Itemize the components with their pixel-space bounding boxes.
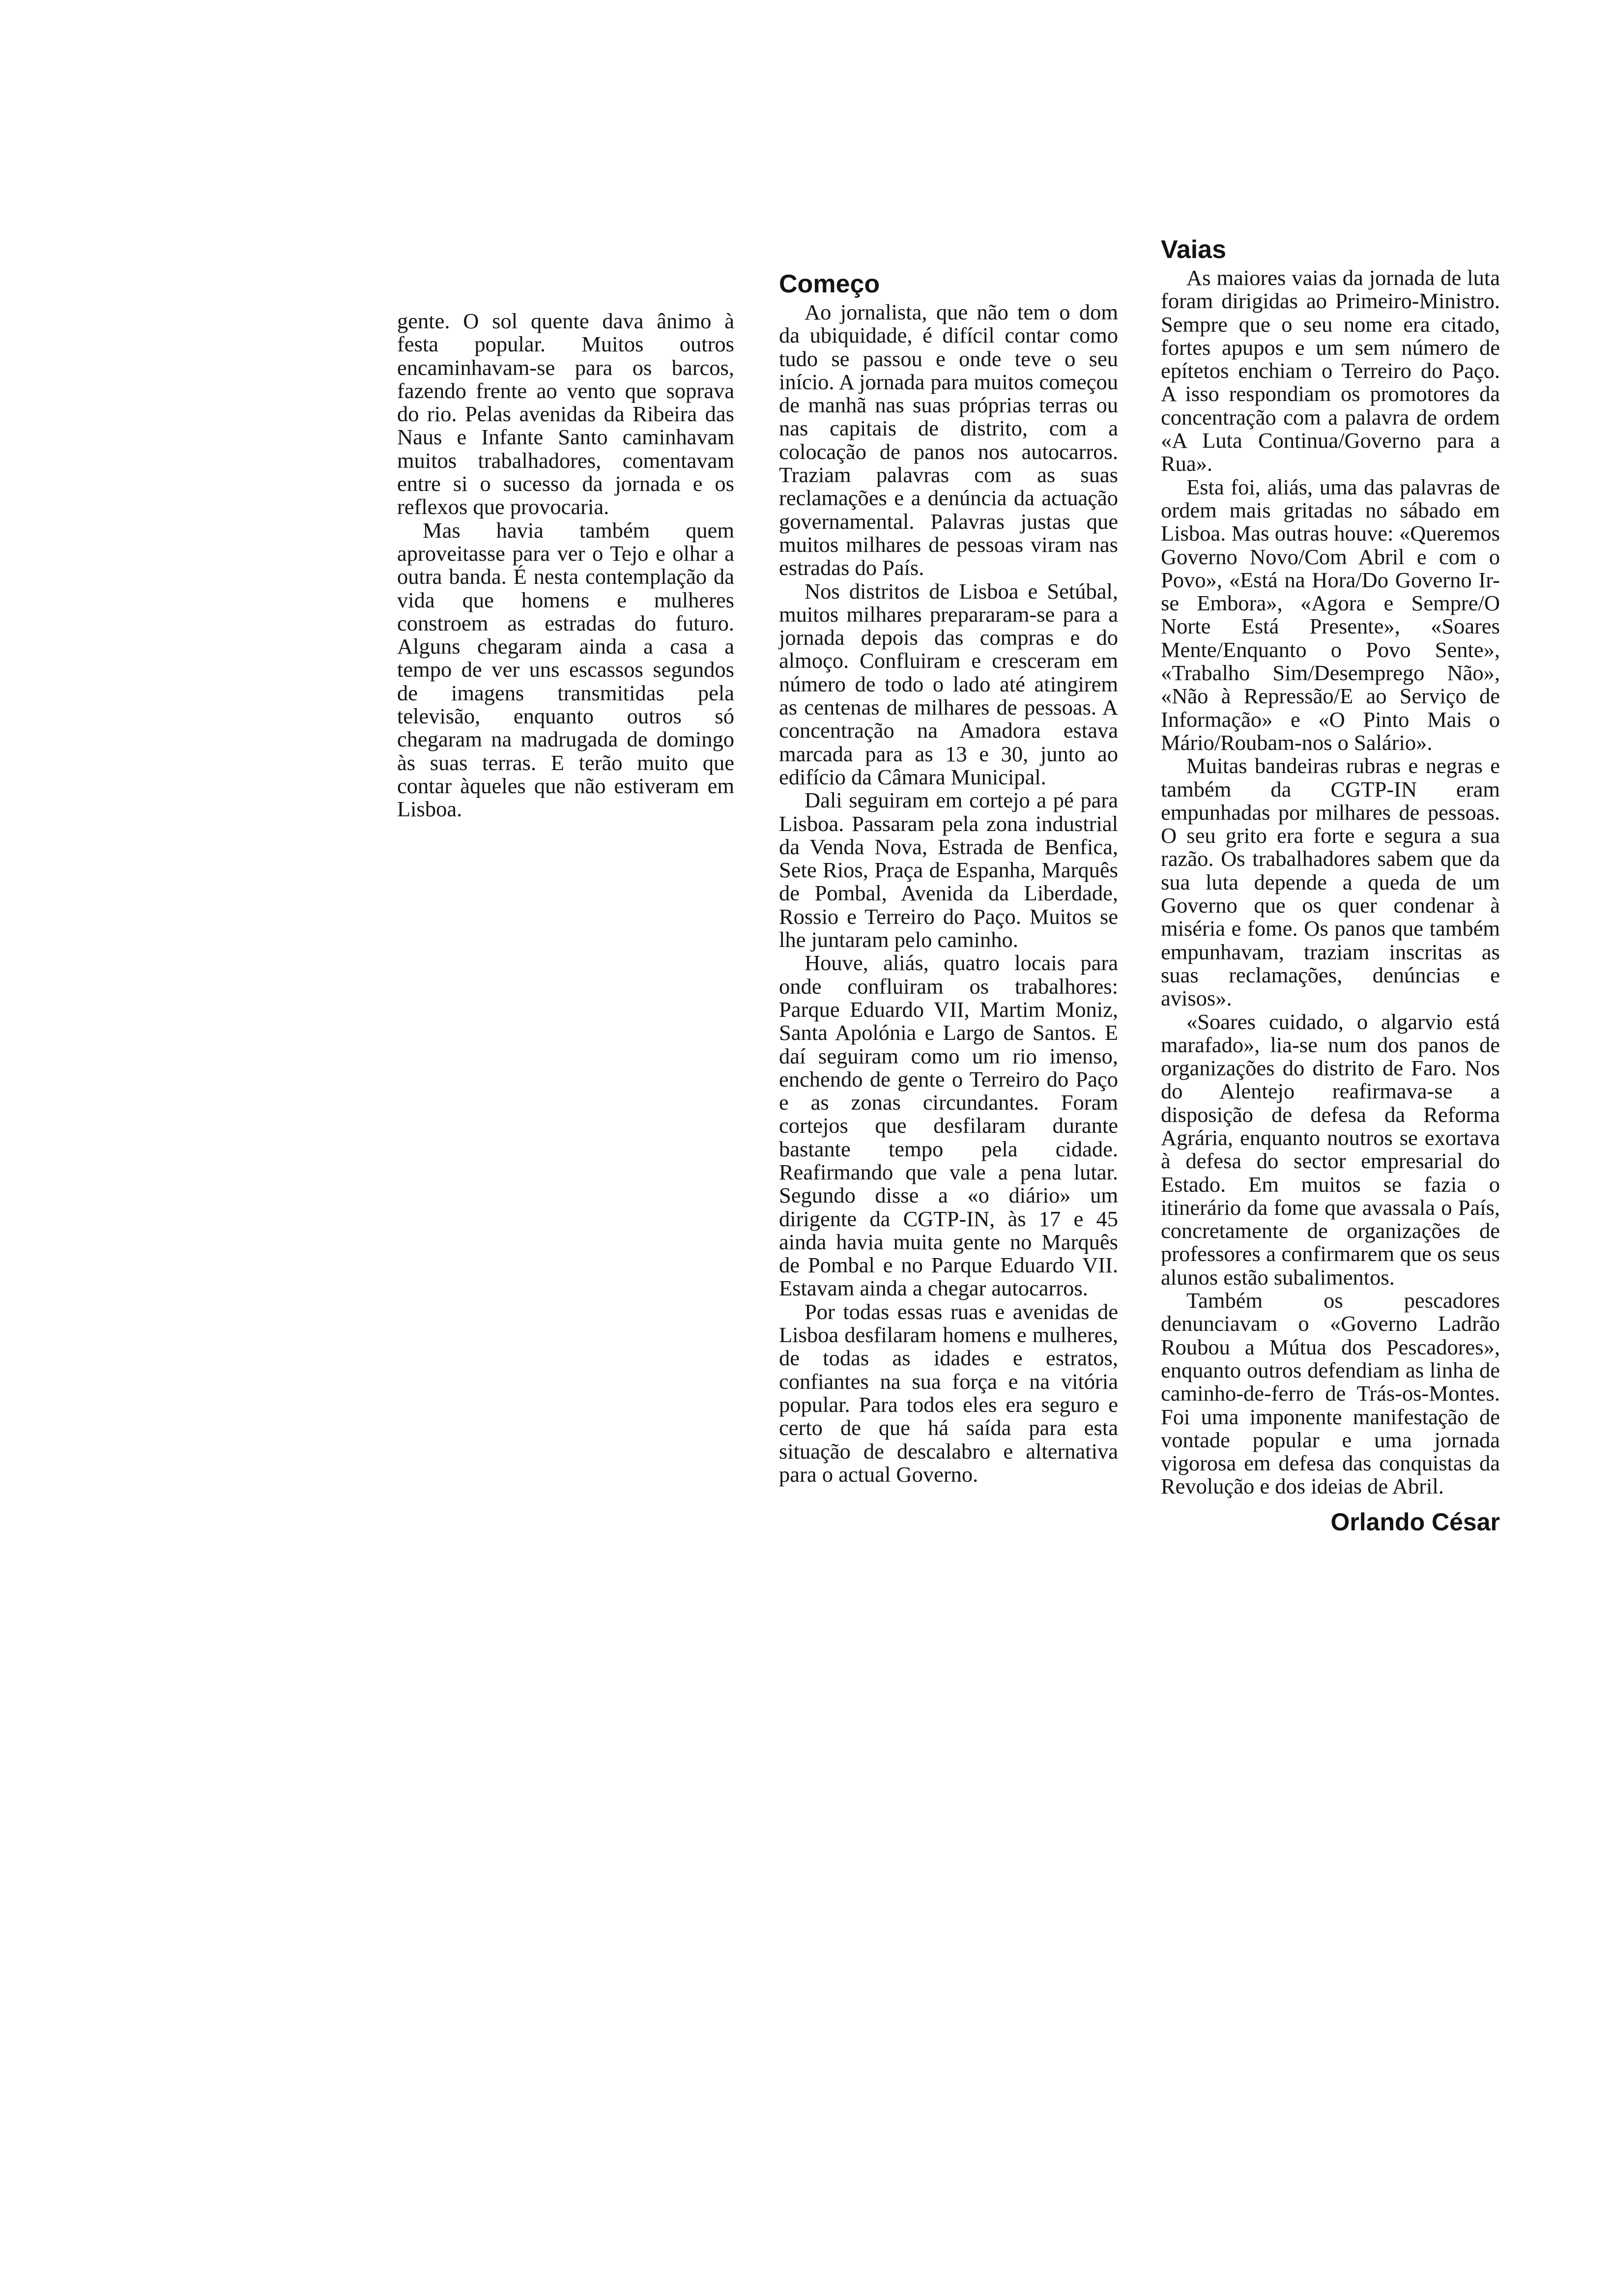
paragraph: gente. O sol quente dava ânimo à festa popular. Muitos outros encaminhavam-se para os barcos, fazendo frente ao vento que soprava do rio. Pelas avenidas da Ribeira das Naus e Infante Santo caminhavam muitos trabalhadores, comentavam entre si o sucesso da jornada e os reflexos que provocaria.	[397, 309, 734, 519]
paragraph: Houve, aliás, quatro locais para onde confluiram os trabalhores: Parque Eduardo VII, Martim Moniz, Santa Apolónia e Largo de Santos. E daí seguiram como um rio imenso, enchendo de gente o Terreiro do Paço e as zonas circundantes. Foram cortejos que desfilaram durante bastante tempo pela cidade. Reafirmando que vale a pena lutar. Segundo disse a «o diário» um dirigente da CGTP-IN, às 17 e 45 ainda havia muita gente no Marquês de Pombal e no Parque Eduardo VII. Estavam ainda a chegar autocarros.	[779, 950, 1118, 1301]
paragraph: Nos distritos de Lisboa e Setúbal, muitos milhares prepararam-se para a jornada depois das compras e do almoço. Confluiram e cresceram em número de todo o lado até atingirem as centenas de milhares de pessoas. A concentração na Amadora estava marcada para as 13 e 30, junto ao edifício da Câmara Municipal.	[779, 578, 1118, 789]
paragraph: Mas havia também quem aproveitasse para ver o Tejo e olhar a outra banda. É nesta contemplação da vida que homens e mulheres constroem as estradas do futuro. Alguns chegaram ainda a casa a tempo de ver uns escassos segundos de imagens transmitidas pela televisão, enquanto outros só chegaram na madrugada de domingo às suas terras. E terão muito que contar àqueles que não estiveram em Lisboa.	[397, 517, 734, 822]
paragraph: Ao jornalista, que não tem o dom da ubiquidade, é difícil contar como tudo se passou e onde teve o seu início. A jornada para muitos começou de manhã nas suas próprias terras ou nas capitais de distrito, com a colocação de panos nos autocarros. Traziam palavras com as suas reclamações e a denúncia da actuação governamental. Palavras justas que muitos milhares de pessoas viram nas estradas do País.	[779, 300, 1118, 580]
section-heading-comeco: Começo	[779, 270, 880, 298]
paragraph: Esta foi, aliás, uma das palavras de ordem mais gritadas no sábado em Lisboa. Mas outras houve: «Queremos Governo Novo/Com Abril e com o Povo», «Está na Hora/Do Governo Ir-se Embora», «Agora e Sempre/O Norte Está Presente», «Soares Mente/Enquanto o Povo Sente», «Trabalho Sim/Desemprego Não», «Não à Repressão/E ao Serviço de Informação» e «O Pinto Mais o Mário/Roubam-nos o Salário».	[1161, 474, 1500, 755]
article-column-1	[397, 310, 734, 821]
section-heading-vaias: Vaias	[1161, 235, 1227, 264]
paragraph: Muitas bandeiras rubras e negras e também da CGTP-IN eram empunhadas por milhares de pessoas. O seu grito era forte e segura a sua razão. Os trabalhadores sabem que da sua luta depende a queda de um Governo que os quer condenar à miséria e fome. Os panos que também empunhavam, traziam inscritas as suas reclamações, denúncias e avisos».	[1161, 753, 1500, 1011]
paragraph: As maiores vaias da jornada de luta foram dirigidas ao Primeiro-Ministro. Sempre que o seu nome era citado, fortes apupos e um sem número de epítetos enchiam o Terreiro do Paço. A isso respondiam os promotores da concentração com a palavra de ordem «A Luta Continua/Governo para a Rua».	[1161, 265, 1500, 476]
paragraph: Por todas essas ruas e avenidas de Lisboa desfilaram homens e mulheres, de todas as idades e estratos, confiantes na sua força e na vitória popular. Para todos eles era seguro e certo de que há saída para esta situação de descalabro e alternativa para o actual Governo.	[779, 1299, 1118, 1487]
paragraph: Dali seguiram em cortejo a pé para Lisboa. Passaram pela zona industrial da Venda Nova, Estrada de Benfica, Sete Rios, Praça de Espanha, Marquês de Pombal, Avenida da Liberdade, Rossio e Terreiro do Paço. Muitos se lhe juntaram pelo caminho.	[779, 788, 1118, 952]
article-column-3	[1161, 235, 1500, 1537]
author-signature: Orlando César	[1330, 1508, 1500, 1536]
article-column-2	[779, 269, 1118, 1486]
paragraph: «Soares cuidado, o algarvio está marafado», lia-se num dos panos de organizações do distrito de Faro. Nos do Alentejo reafirmava-se a disposição de defesa da Reforma Agrária, enquanto noutros se exortava à defesa do sector empresarial do Estado. Em muitos se fazia o itinerário da fome que avassala o País, concretamente de organizações de professores a confirmarem que os seus alunos estão subalimentos.	[1161, 1009, 1500, 1290]
paragraph: Também os pescadores denunciavam o «Governo Ladrão Roubou a Mútua dos Pescadores», enquanto outros defendiam as linha de caminho-de-ferro de Trás-os-Montes. Foi uma imponente manifestação de vontade popular e uma jornada vigorosa em defesa das conquistas da Revolução e dos ideias de Abril.	[1161, 1288, 1500, 1499]
